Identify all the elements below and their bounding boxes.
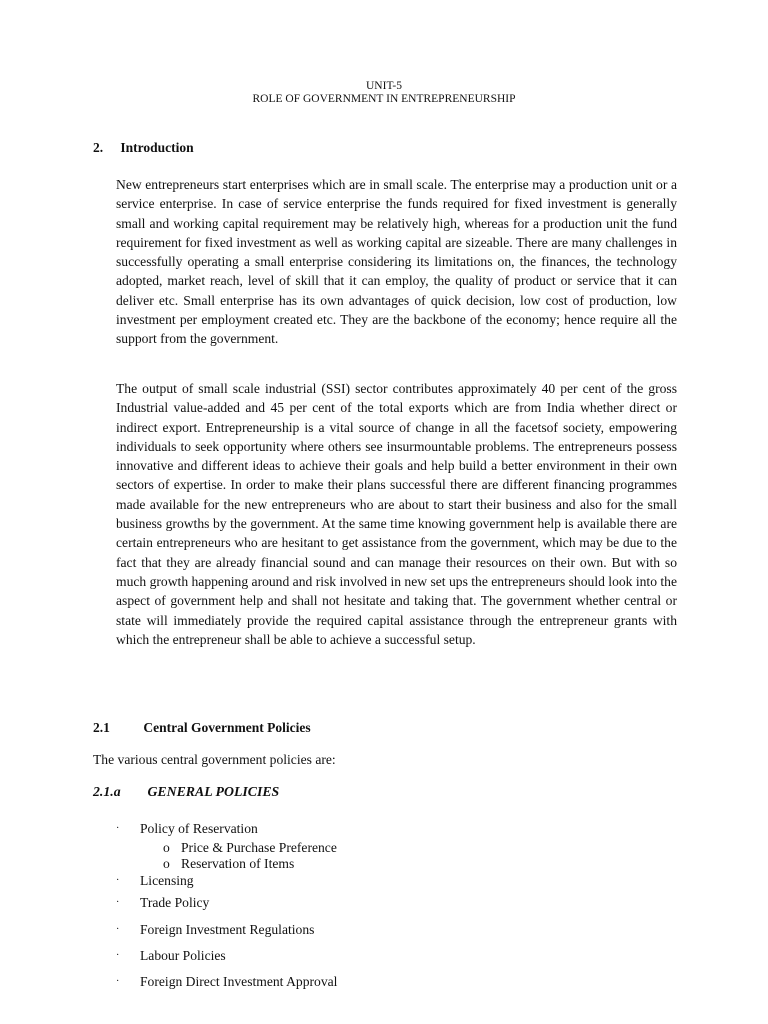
- unit-label: UNIT-5: [366, 80, 402, 92]
- circle-bullet-icon: o: [163, 856, 170, 871]
- section-number: 2.1: [93, 720, 110, 735]
- document-header: [0, 80, 768, 106]
- section-number: 2.1.a: [93, 784, 121, 799]
- section-title: Central Government Policies: [143, 720, 311, 735]
- section-heading-introduction: [93, 140, 194, 156]
- sub-list-item: [163, 856, 294, 872]
- list-item: [116, 922, 314, 938]
- section-title: Introduction: [120, 140, 194, 155]
- bullet-icon: ·: [116, 897, 120, 908]
- section-heading-general-policies: [93, 784, 279, 800]
- bullet-icon: ·: [116, 976, 120, 987]
- section-number: 2.: [93, 140, 104, 155]
- list-item-label: Foreign Investment Regulations: [140, 922, 315, 937]
- bullet-icon: ·: [116, 875, 120, 886]
- list-item-label: Trade Policy: [140, 895, 210, 910]
- bullet-icon: ·: [116, 950, 120, 961]
- bullet-icon: ·: [116, 823, 120, 834]
- list-item-label: Policy of Reservation: [140, 821, 258, 836]
- document-title: ROLE OF GOVERNMENT IN ENTREPRENEURSHIP: [252, 93, 516, 105]
- list-item: [116, 895, 209, 911]
- circle-bullet-icon: o: [163, 840, 170, 855]
- list-item: [116, 821, 258, 837]
- list-item: [116, 974, 337, 990]
- list-item-label: Licensing: [140, 873, 194, 888]
- intro-paragraph-1: New entrepreneurs start enterprises which are in small scale. The enterprise may a production unit or a service enterprise. In case of service enterprise the funds required for fixed investment is generally small and working capital requirement may be relatively high, whereas for a production unit the fund requirement for fixed investment as well as working capital are sizeable. There are many challenges in successfully operating a small enterprise considering its limitations on, the finances, the technology adopted, market reach, level of skill that it can employ, the quality of product or service that it can deliver etc. Small enterprise has its own advantages of quick decision, low cost of production, low investment per employment created etc. They are the backbone of the economy; hence require all the support from the government.: [116, 177, 677, 347]
- list-item-label: Foreign Direct Investment Approval: [140, 974, 338, 989]
- sub-list-item-label: Reservation of Items: [181, 856, 295, 871]
- list-item-label: Labour Policies: [140, 948, 226, 963]
- sub-list-item-label: Price & Purchase Preference: [181, 840, 337, 855]
- list-item: [116, 873, 194, 889]
- section-heading-central-policies: [93, 720, 311, 736]
- section-title: GENERAL POLICIES: [147, 784, 280, 799]
- intro-paragraph-2: The output of small scale industrial (SSI) sector contributes approximately 40 per cent of the gross Industrial value-added and 45 per cent of the total exports which are from India whether direct or indirect export. Entrepreneurship is a vital source of change in all the facetsof society, empowering individuals to seek opportunity where others see insurmountable problems. The entrepreneurs possess innovative and different ideas to achieve their goals and help build a better environment in their own sectors of expertise. In order to make their plans successful there are different financing programmes made available for the new entrepreneurs who are about to start their business and also for the small business growths by the government. At the same time knowing government help is available there are certain entrepreneurs who are hesitant to get assistance from the government, which may be due to the fact that they are already financial sound and can manage their resources on their own. But with so much growth happening around and risk involved in new set ups the entrepreneurs should look into the aspect of government help and shall not hesitate and taking that. The government whether central or state will immediately provide the required capital assistance through the entrepreneur grants with which the entrepreneur shall be able to achieve a successful setup.: [116, 381, 678, 647]
- sub-list-item: [163, 840, 337, 856]
- policies-intro: The various central government policies are:: [93, 752, 336, 767]
- list-item: [116, 948, 226, 964]
- bullet-icon: ·: [116, 924, 120, 935]
